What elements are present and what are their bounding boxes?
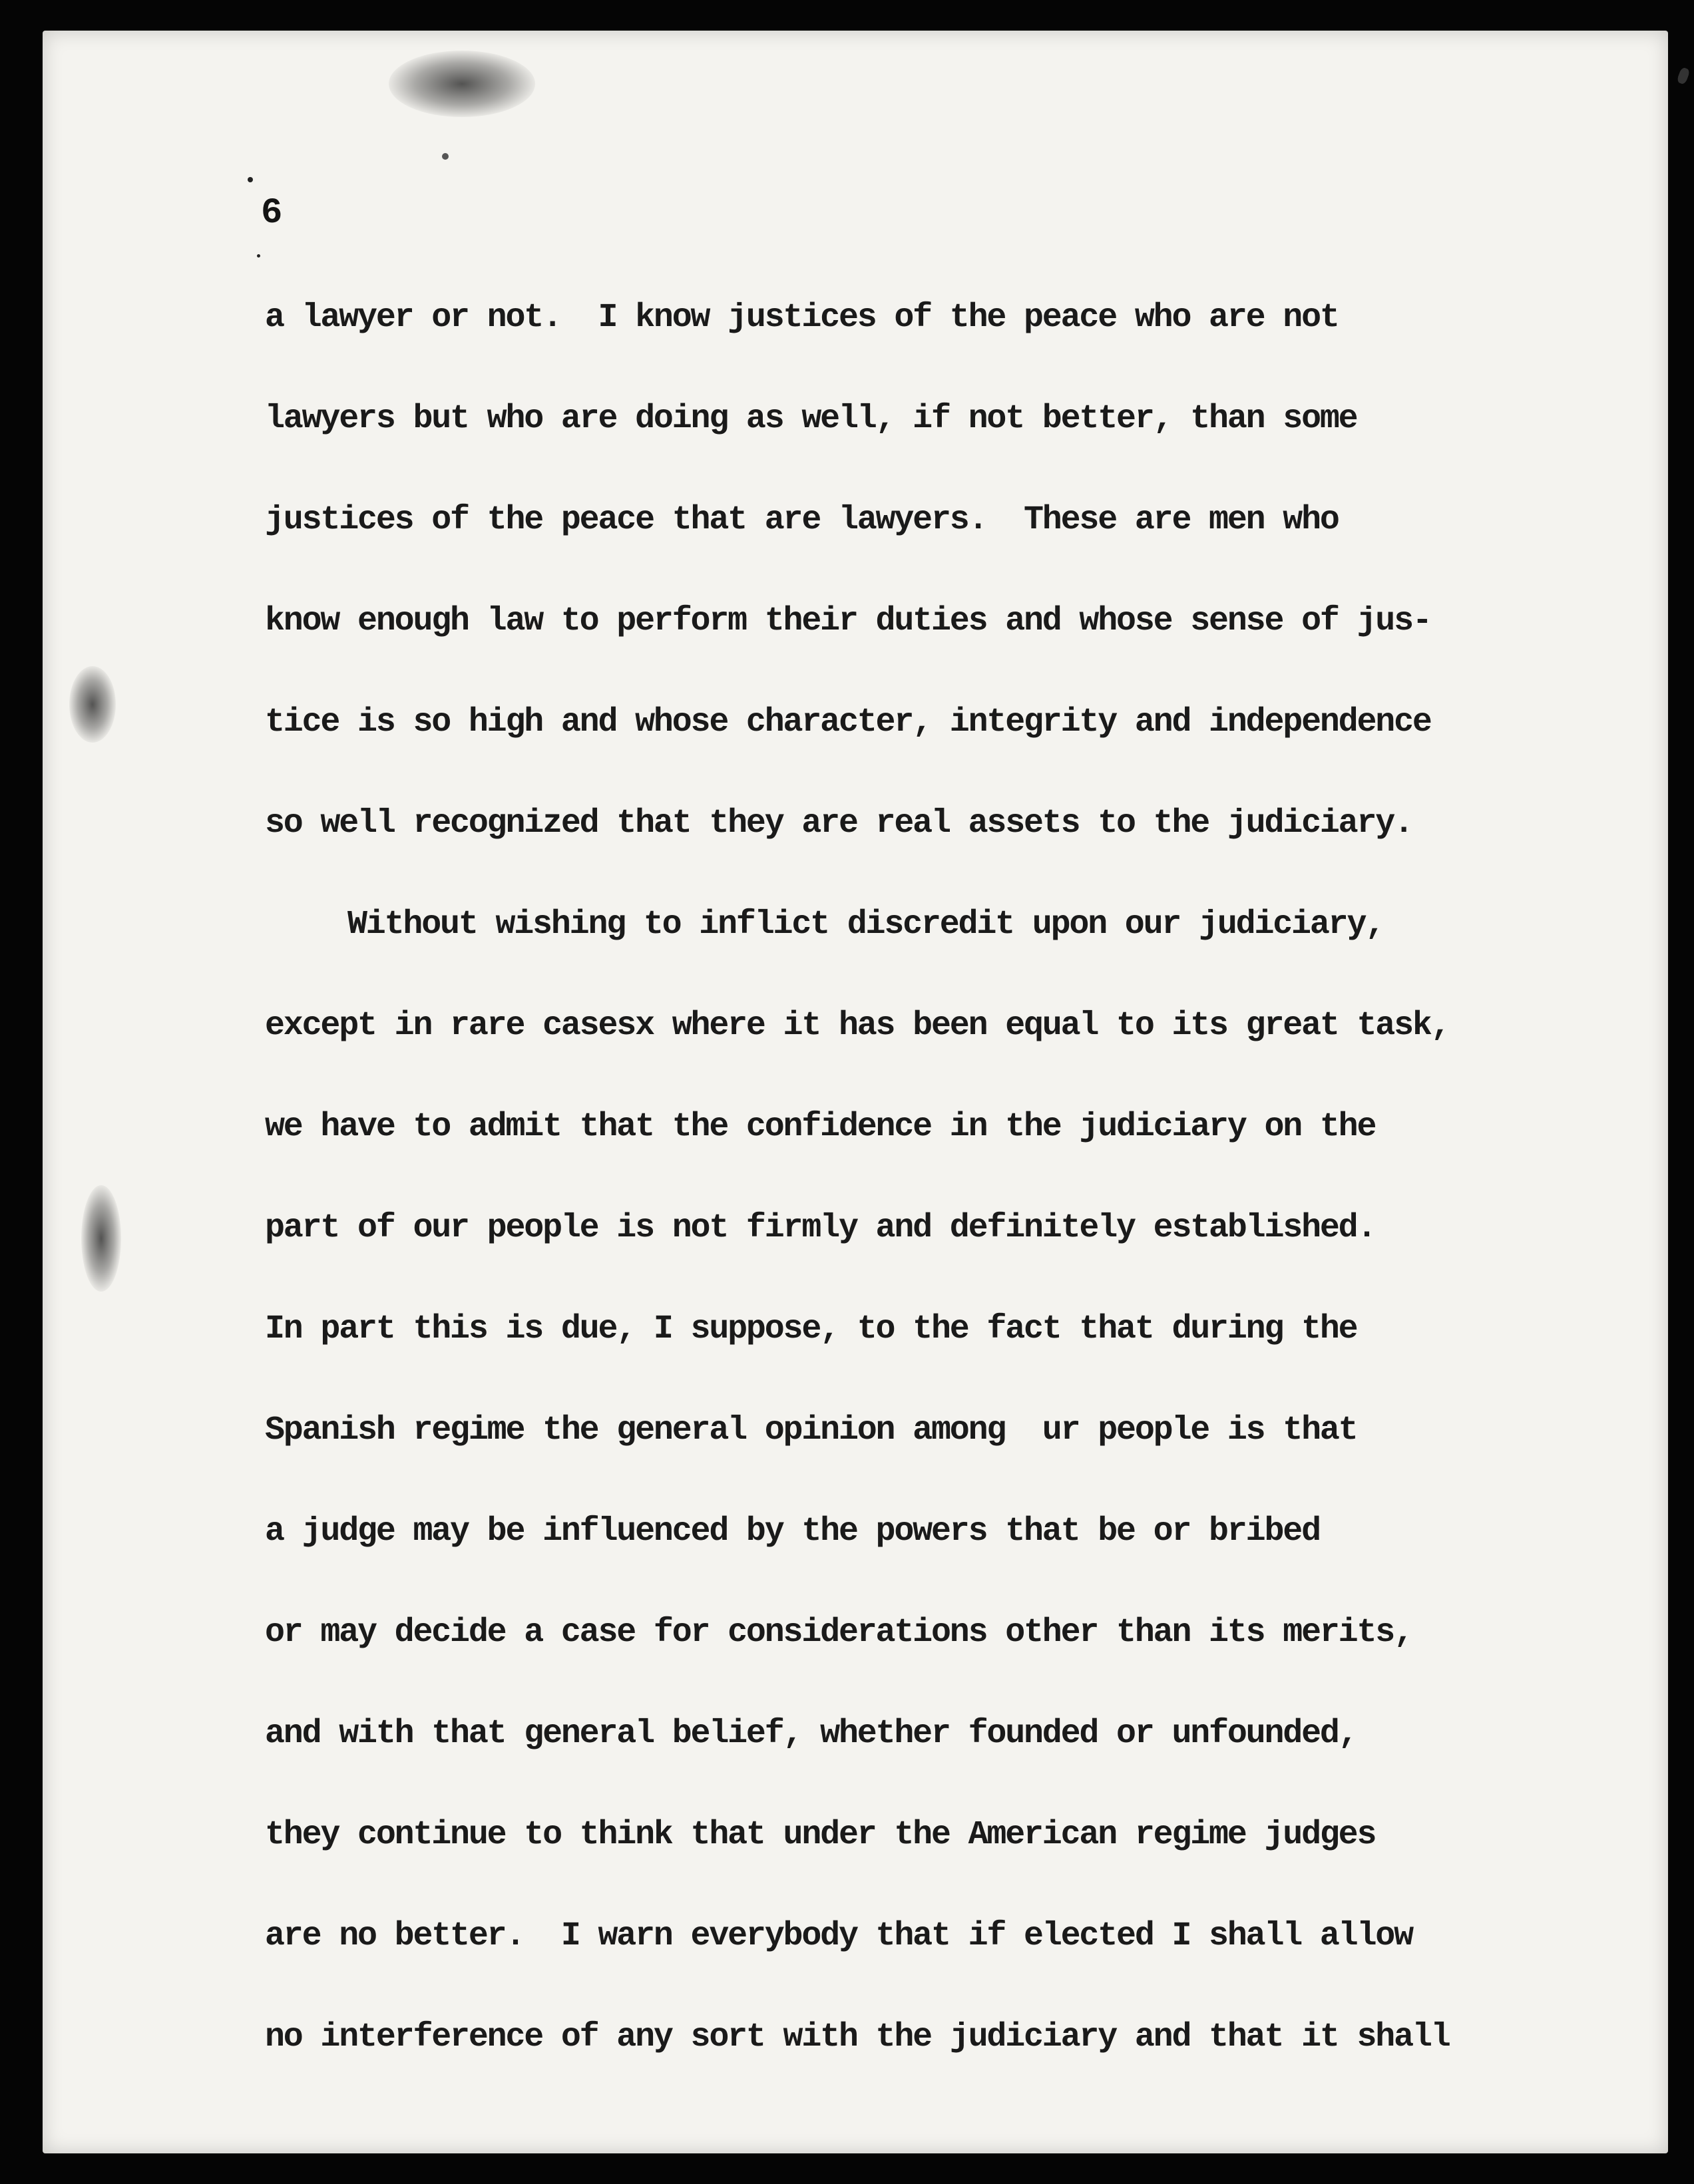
ink-speck [248,177,253,182]
text-line: except in rare casesx where it has been equal to its great task, [265,1007,1450,1045]
page-number: 6 [261,193,283,234]
text-line: In part this is due, I suppose, to the fact that during the [265,1310,1357,1348]
text-line: Without wishing to inflict discredit upon our judiciary, [347,906,1384,944]
body-text [265,287,1450,2108]
text-line: so well recognized that they are real assets to the judiciary. [265,805,1412,842]
text-line: no interference of any sort with the judiciary and that it shall [265,2018,1450,2056]
text-line: they continue to think that under the American regime judges [265,1816,1376,1854]
text-line: Spanish regime the general opinion among ur people is that [265,1411,1357,1449]
smudge-mark [389,51,535,117]
ink-speck [442,153,449,160]
corner-mark [1676,67,1690,85]
smudge-mark [69,666,116,743]
text-line: lawyers but who are doing as well, if not better, than some [265,400,1357,438]
text-line: a judge may be influenced by the powers that be or bribed [265,1513,1320,1550]
smudge-mark [81,1185,121,1292]
text-line: know enough law to perform their duties and whose sense of jus- [265,602,1431,640]
ink-speck [257,254,260,258]
text-line: justices of the peace that are lawyers. These are men who [265,501,1339,539]
text-line: part of our people is not firmly and definitely established. [265,1209,1376,1247]
text-line: are no better. I warn everybody that if elected I shall allow [265,1917,1412,1955]
text-line: a lawyer or not. I know justices of the peace who are not [265,299,1339,337]
text-line: we have to admit that the confidence in the judiciary on the [265,1108,1376,1146]
text-line: tice is so high and whose character, integrity and independence [265,703,1431,741]
text-line: and with that general belief, whether founded or unfounded, [265,1715,1357,1753]
text-line: or may decide a case for considerations other than its merits, [265,1614,1412,1652]
